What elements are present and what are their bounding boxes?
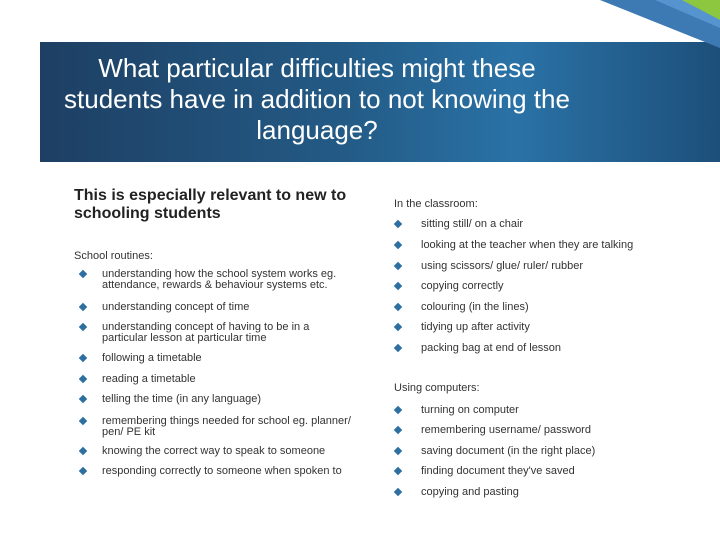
diamond-bullet-icon [79,323,87,331]
diamond-bullet-icon [79,303,87,311]
diamond-bullet-icon [394,344,402,352]
school-routines-label: School routines: [74,250,153,262]
blue-triangle [600,0,720,48]
diamond-bullet-icon [394,323,402,331]
page-title: What particular difficulties might these students have in addition to not knowing the language? [64,53,570,145]
diamond-bullet-icon [394,262,402,270]
diamond-bullet-icon [79,447,87,455]
subheading: This is especially relevant to new to schooling students [74,187,347,222]
diamond-bullet-icon [394,303,402,311]
in-the-classroom-label: In the classroom: [394,198,478,210]
diamond-bullet-icon [79,395,87,403]
diamond-bullet-icon [79,417,87,425]
diamond-bullet-icon [394,447,402,455]
diamond-bullet-icon [394,220,402,228]
diamond-bullet-icon [394,426,402,434]
diamond-bullet-icon [79,354,87,362]
diamond-bullet-icon [394,241,402,249]
diamond-bullet-icon [394,488,402,496]
diamond-bullet-icon [79,270,87,278]
green-triangle [682,0,720,20]
diamond-bullet-icon [394,467,402,475]
diamond-bullet-icon [394,406,402,414]
diamond-bullet-icon [79,467,87,475]
light-blue-triangle [655,0,720,28]
diamond-bullet-icon [394,282,402,290]
diamond-bullet-icon [79,375,87,383]
using-computers-label: Using computers: [394,382,480,394]
